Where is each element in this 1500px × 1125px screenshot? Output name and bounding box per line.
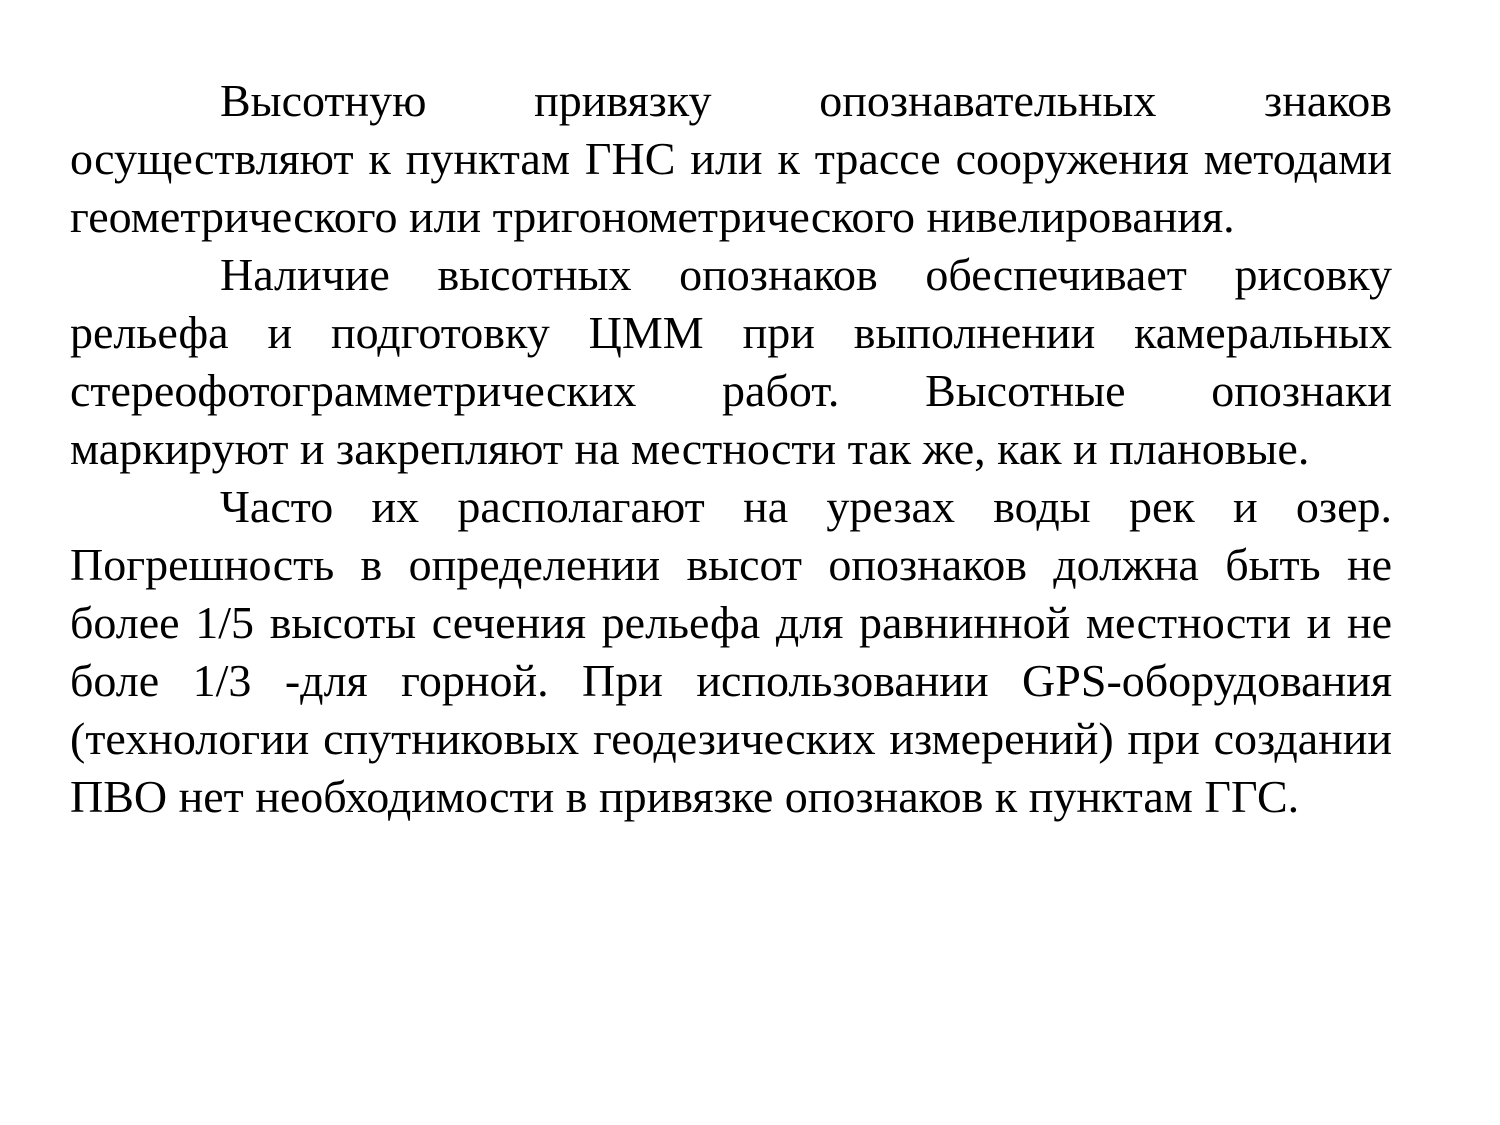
- paragraph-height-referencing: Высотную привязку опознавательных знаков осуществляют к пунктам ГНС или к трассе сооружения методами геометрического или тригонометрического нивелирования.: [70, 75, 1392, 242]
- paragraph-accuracy-requirements: Часто их располагают на урезах воды рек и озер. Погрешность в определении высот опознаков должна быть не более 1/5 высоты сечения рельефа для равнинной местности и не боле 1/3 -для горной. При использовании GPS-оборудования (технологии спутниковых геодезических измерений) при создании ПВО нет необходимости в привязке опознаков к пунктам ГГС.: [70, 481, 1392, 822]
- paragraph-height-control-points: Наличие высотных опознаков обеспечивает рисовку рельефа и подготовку ЦММ при выполнении камеральных стереофотограмметрических работ. Высотные опознаки маркируют и закрепляют на местности так же, как и плановые.: [70, 249, 1392, 474]
